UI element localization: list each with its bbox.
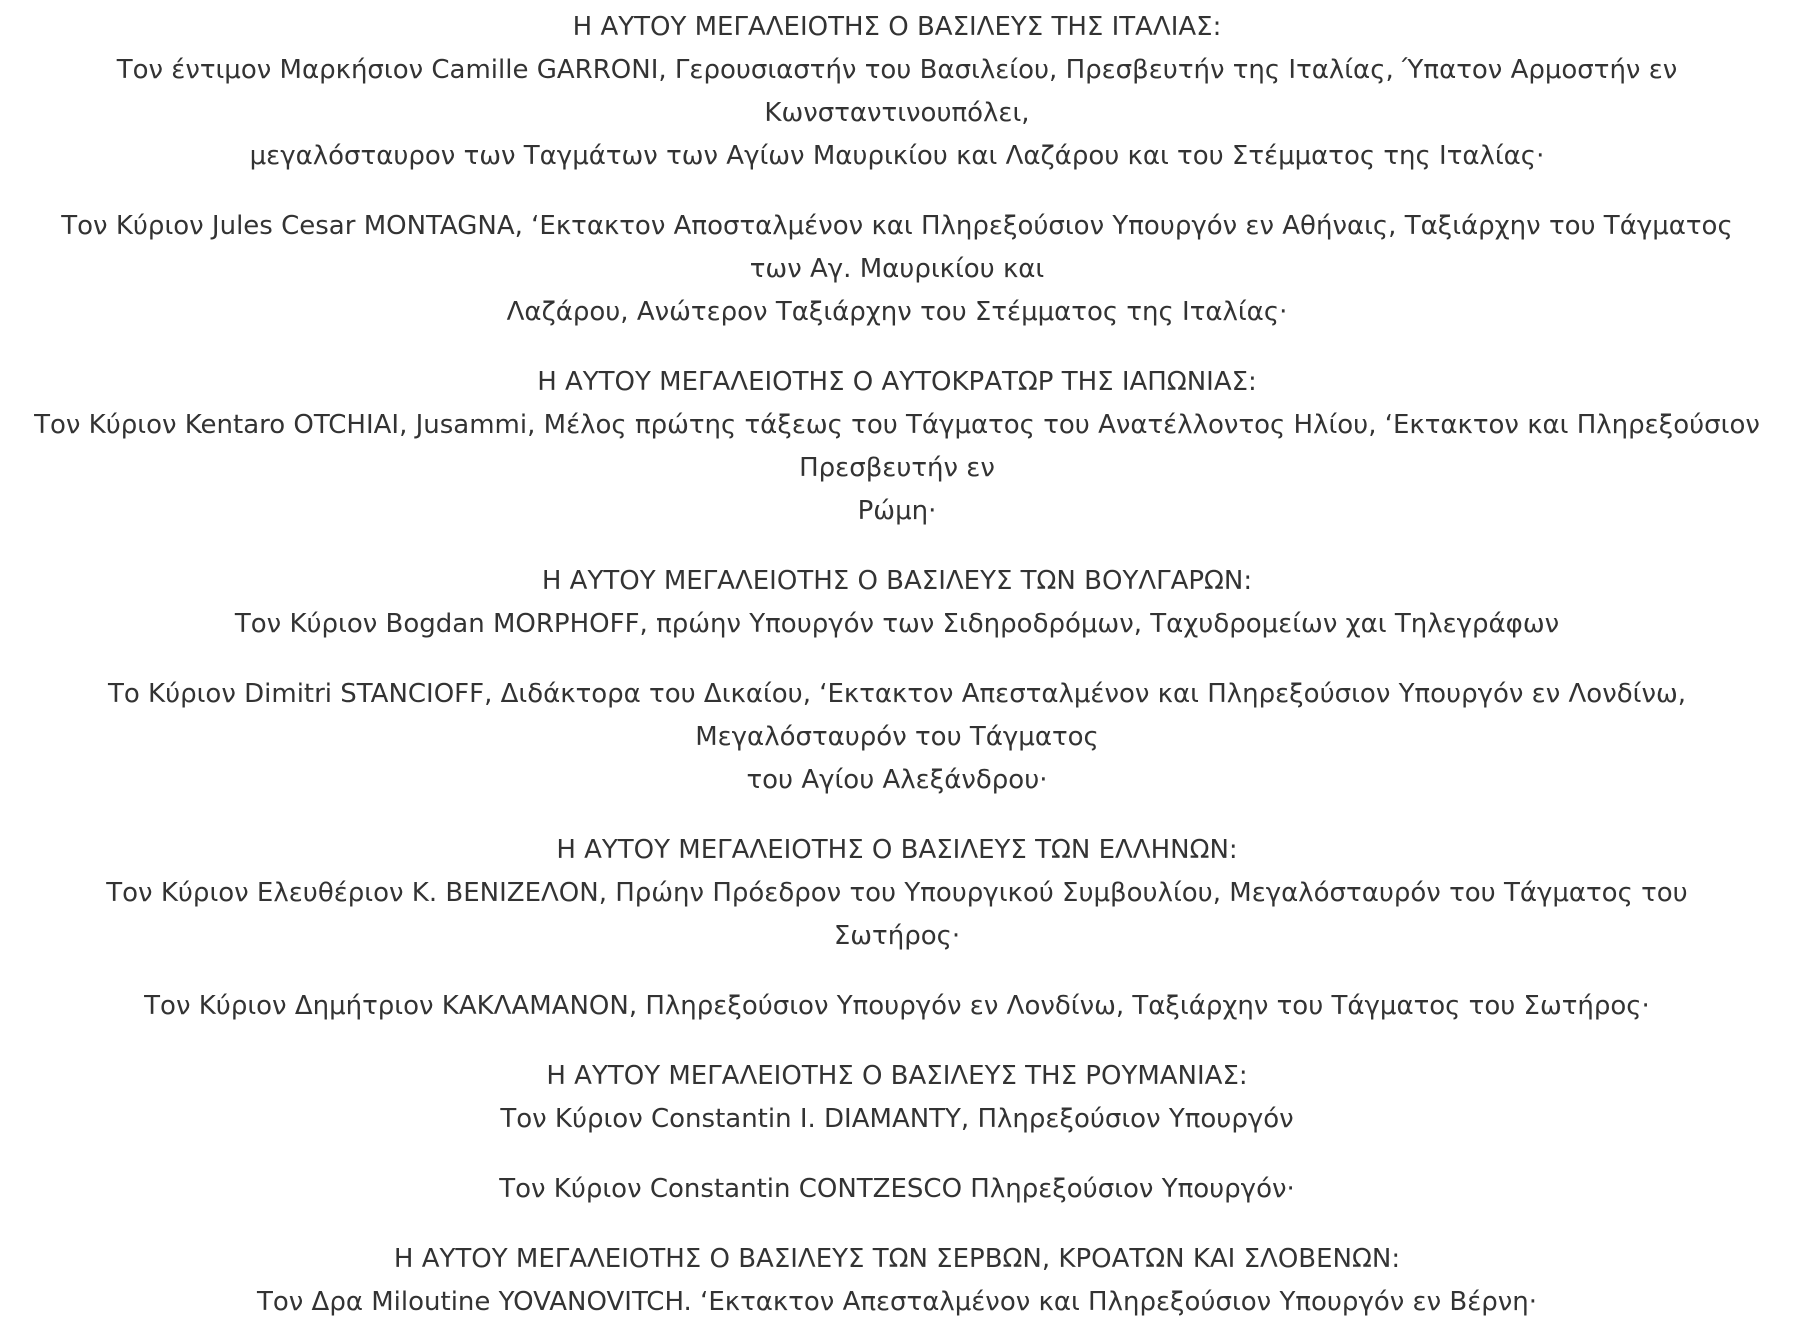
paragraph-bulgaria-king [12, 560, 1782, 646]
text-line: Κωνσταντινουπόλει, [764, 98, 1030, 128]
text-line: Τον Κύριον Constantin CONTZESCO Πληρεξούσιον Υπουργόν· [499, 1174, 1295, 1204]
heading-japan-emperor: Η ΑΥΤΟΥ ΜΕΓΑΛΕΙΟΤΗΣ Ο ΑΥΤΟΚΡΑΤΩΡ ΤΗΣ ΙΑΠΩΝΙΑΣ: [537, 367, 1257, 397]
paragraph-montagna [12, 205, 1782, 334]
paragraph-romania-king [12, 1055, 1782, 1141]
paragraph-contzesco [12, 1168, 1782, 1211]
text-line: Τον Κύριον Kentaro OTCHIAI, Jusammi, Μέλος πρώτης τάξεως του Τάγματος του Ανατέλλοντος Ηλίου, ‘Εκτακτον και Πληρεξούσιον [34, 410, 1760, 440]
heading-serbia-king: Η ΑΥΤΟΥ ΜΕΓΑΛΕΙΟΤΗΣ Ο ΒΑΣΙΛΕΥΣ ΤΩΝ ΣΕΡΒΩΝ, ΚΡΟΑΤΩΝ ΚΑΙ ΣΛΟΒΕΝΩΝ: [393, 1244, 1401, 1274]
text-line: Πρεσβευτήν εν [799, 453, 995, 483]
text-line: Σωτήρος· [833, 921, 961, 951]
text-line: Τον Κύριον Constantin I. DIAMANTY, Πληρεξούσιον Υπουργόν [500, 1104, 1294, 1134]
text-line: του Αγίου Αλεξάνδρου· [746, 765, 1048, 795]
heading-greece-king: Η ΑΥΤΟΥ ΜΕΓΑΛΕΙΟΤΗΣ Ο ΒΑΣΙΛΕΥΣ ΤΩΝ ΕΛΛΗΝΩΝ: [556, 835, 1238, 865]
text-line: Τον Δρα Miloutine YOVANOVITCH. ‘Εκτακτον Απεσταλμένον και Πληρεξούσιον Υπουργόν εν Βέρνη· [256, 1287, 1538, 1317]
heading-bulgaria-king: Η ΑΥΤΟΥ ΜΕΓΑΛΕΙΟΤΗΣ Ο ΒΑΣΙΛΕΥΣ ΤΩΝ ΒΟΥΛΓΑΡΩΝ: [541, 566, 1253, 596]
paragraph-stancioff [12, 673, 1782, 802]
paragraph-kaklamanos [12, 985, 1782, 1028]
paragraph-japan-emperor [12, 361, 1782, 533]
text-line: Τον Κύριον Jules Cesar MONTAGNA, ‘Εκτακτον Αποσταλμένον και Πληρεξούσιον Υπουργόν εν Αθήναις, Ταξιάρχην του Τάγματος [61, 211, 1733, 241]
paragraph-greece-king [12, 829, 1782, 958]
text-line: μεγαλόσταυρον των Ταγμάτων των Αγίων Μαυρικίου και Λαζάρου και του Στέμματος της Ιταλίας· [249, 141, 1545, 171]
text-line: των Αγ. Μαυρικίου και [749, 254, 1045, 284]
text-line: Τον Κύριον Ελευθέριον Κ. ΒΕΝΙΖΕΛΟΝ, Πρώην Πρόεδρον του Υπουργικού Συμβουλίου, Μεγαλόσταυρόν του Τάγματος του [106, 878, 1688, 908]
text-line: Το Κύριον Dimitri STANCIOFF, Διδάκτορα του Δικαίου, ‘Εκτακτον Απεσταλμένον και Πληρεξούσιον Υπουργόν εν Λονδίνω, [107, 679, 1686, 709]
text-line: Τον Κύριον Bogdan MORPHOFF, πρώην Υπουργόν των Σιδηροδρόμων, Ταχυδρομείων χαι Τηλεγράφων [234, 609, 1560, 639]
text-line: Μεγαλόσταυρόν του Τάγματος [695, 722, 1099, 752]
text-line: Τον Κύριον Δημήτριον ΚΑΚΛΑΜΑΝΟΝ, Πληρεξούσιον Υπουργόν εν Λονδίνω, Ταξιάρχην του Τάγματος του Σωτήρος· [144, 991, 1650, 1021]
heading-romania-king: Η ΑΥΤΟΥ ΜΕΓΑΛΕΙΟΤΗΣ Ο ΒΑΣΙΛΕΥΣ ΤΗΣ ΡΟΥΜΑΝΙΑΣ: [546, 1061, 1248, 1091]
text-line: Λαζάρου, Ανώτερον Ταξιάρχην του Στέμματος της Ιταλίας· [506, 297, 1288, 327]
paragraph-italy-king [12, 6, 1782, 178]
paragraph-serbia-king [12, 1238, 1782, 1324]
text-line: Τον έντιμον Μαρκήσιον Camille GARRONI, Γερουσιαστήν του Βασιλείου, Πρεσβευτήν της Ιταλίας, Ύπατον Αρμοστήν εν [116, 55, 1678, 85]
text-line: Ρώμη· [857, 496, 937, 526]
heading-italy-king: Η ΑΥΤΟΥ ΜΕΓΑΛΕΙΟΤΗΣ Ο ΒΑΣΙΛΕΥΣ ΤΗΣ ΙΤΑΛΙΑΣ: [572, 12, 1222, 42]
